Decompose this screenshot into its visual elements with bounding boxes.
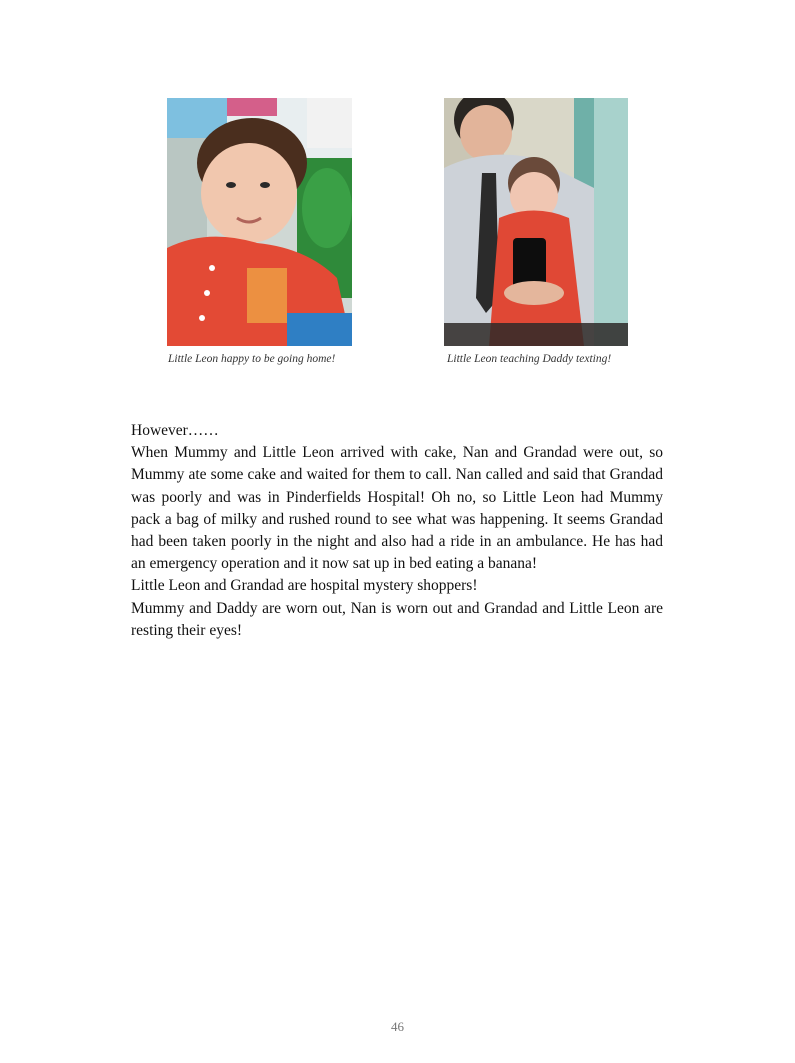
photo-daddy-texting	[444, 98, 628, 346]
photo-caption-right: Little Leon teaching Daddy texting!	[447, 353, 612, 365]
paragraph-arrival: When Mummy and Little Leon arrived with cake, Nan and Grandad were out, so Mummy ate some cake and waited for them to call. Nan called and said that Grandad was poorly and was in Pinderfields Hospital! Oh no, so Little Leon had Mummy pack a bag of milky and rushed round to see what was happening. It seems Grandad had been taken poorly in the night and also had a ride in an ambulance. He has had an emergency operation and it now sat up in bed eating a banana!	[131, 444, 663, 573]
page-number: 46	[391, 1019, 404, 1034]
paragraph-however: However……	[131, 422, 219, 439]
photo-caption-left: Little Leon happy to be going home!	[168, 353, 336, 365]
paragraph-worn-out: Mummy and Daddy are worn out, Nan is worn out and Grandad and Little Leon are resting their eyes!	[131, 599, 663, 639]
story-text	[131, 420, 663, 642]
paragraph-mystery-shoppers: Little Leon and Grandad are hospital mystery shoppers!	[131, 577, 478, 595]
photo-baby-going-home	[167, 98, 352, 346]
